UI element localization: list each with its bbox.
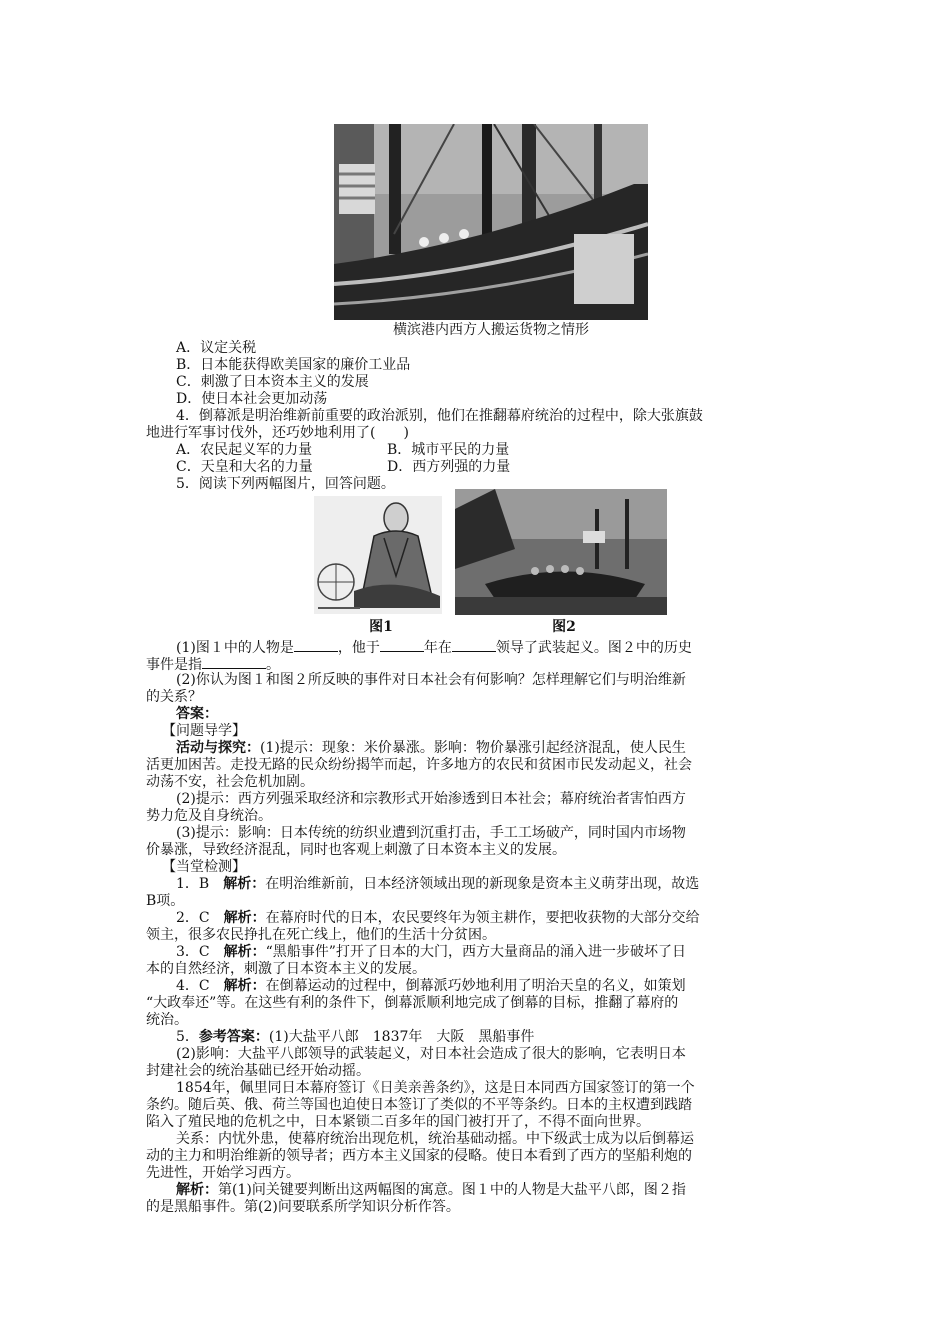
answer-heading: 答案： — [176, 706, 218, 722]
q3-option-d: D．使日本社会更加动荡 — [176, 391, 328, 407]
answer-5-part4-line1: 关系：内忧外患，使幕府统治出现危机，统治基础动摇。中下级武士成为以后倒幕运 — [176, 1131, 694, 1147]
activity-3-line2: 价暴涨，导致经济混乱，同时也客观上刺激了日本资本主义的发展。 — [146, 842, 566, 858]
answer-5-part2-line1: (2)影响：大盐平八郎领导的武装起义，对日本社会造成了很大的影响，它表明日本 — [176, 1046, 686, 1062]
answer-5-analysis-line1 — [176, 1182, 842, 1199]
activity-3-line1: (3)提示：影响：日本传统的纺织业遭到沉重打击，手工工场破产，同时国内市场物 — [176, 825, 686, 841]
q5-part2-line1: (2)你认为图１和图２所反映的事件对日本社会有何影响？怎样理解它们与明治维新 — [176, 672, 686, 688]
answer-3-num: 3．C — [176, 944, 210, 960]
answer-5-part3-line2: 条约。随后英、俄、荷兰等国也迫使日本签订了类似的不平等条约。日本的主权遭到践踏 — [146, 1097, 692, 1113]
q5-part1-text-f: 。 — [266, 657, 280, 673]
answer-5-text: (1)大盐平八郎 1837年 大阪 黑船事件 — [268, 1029, 535, 1045]
answer-5-analysis-text: 第(1)问关键要判断出这两幅图的寓意。图１中的人物是大盐平八郎，图２指 — [218, 1182, 686, 1198]
answer-5-analysis-line2: 的是黑船事件。第(2)问要联系所学知识分析作答。 — [146, 1199, 460, 1215]
q3-option-a: A．议定关税 — [176, 340, 257, 356]
answer-4-num: 4．C — [176, 978, 210, 994]
answer-2-jiexi: 解析： — [223, 910, 266, 926]
answer-3-line1 — [176, 944, 842, 961]
activity-2-line2: 势力危及自身统治。 — [146, 808, 272, 824]
figure2-label: 图2 — [552, 619, 576, 635]
answer-4-line1 — [176, 978, 842, 995]
answer-5-label: 参考答案： — [198, 1029, 269, 1045]
answer-5-num: 5． — [176, 1029, 199, 1045]
q5-part2-line2: 的关系？ — [146, 689, 202, 705]
answer-5-line1 — [176, 1029, 842, 1046]
q5-part1-text-d: 领导了武装起义。图２中的历史 — [495, 640, 692, 656]
figure1-image — [314, 496, 442, 614]
activity-label: 活动与探究： — [176, 740, 260, 756]
answer-3-text: “黑船事件”打开了日本的大门，西方大量商品的涌入进一步破坏了日 — [265, 944, 686, 960]
answer-1-jiexi: 解析： — [223, 876, 266, 892]
answer-1-text: 在明治维新前，日本经济领域出现的新现象是资本主义萌芽出现，故选 — [265, 876, 700, 892]
q4-option-c: C．天皇和大名的力量 — [176, 459, 313, 475]
section-wenti-daoxue: 【问题导学】 — [162, 723, 246, 739]
q3-option-b: B．日本能获得欧美国家的廉价工业品 — [176, 357, 411, 373]
answer-1-line1 — [176, 876, 842, 893]
answer-blank-year[interactable] — [380, 638, 424, 652]
activity-1-text: (1)提示：现象：米价暴涨。影响：物价暴涨引起经济混乱，使人民生 — [260, 740, 686, 756]
answer-1-line2: B项。 — [146, 893, 185, 909]
answer-blank-place[interactable] — [452, 638, 496, 652]
figure1-label: 图1 — [369, 619, 393, 635]
q5-part1-text-e: 事件是指 — [146, 657, 202, 673]
q4-stem-line2: 地进行军事讨伐外，还巧妙地利用了( ) — [146, 425, 409, 441]
answer-blank-event[interactable] — [202, 655, 266, 669]
activity-2-line1: (2)提示：西方列强采取经济和宗教形式开始渗透到日本社会；幕府统治者害怕西方 — [176, 791, 686, 807]
q5-part1-text-b: ，他于 — [337, 640, 380, 656]
answer-5-part4-line2: 动的主力和明治维新的领导者；西方本主义国家的侵略。使日本看到了西方的坚船利炮的 — [146, 1148, 692, 1164]
answer-5-part3-line1: 1854年，佩里同日本幕府签订《日美亲善条约》，这是日本同西方国家签订的第一个 — [176, 1080, 695, 1096]
answer-4-text: 在倒幕运动的过程中，倒幕派巧妙地利用了明治天皇的名义，如策划 — [265, 978, 686, 994]
section-dangtang-jiance: 【当堂检测】 — [162, 859, 246, 875]
answer-5-part4-line3: 先进性，开始学习西方。 — [146, 1165, 300, 1181]
ship-photo-image — [334, 124, 648, 320]
activity-1-line2: 活更加困苦。走投无路的民众纷纷揭竿而起，许多地方的农民和贫困市民发动起义，社会 — [146, 757, 692, 773]
q5-stem: 5．阅读下列两幅图片，回答问题。 — [176, 476, 395, 492]
activity-1-line1 — [176, 740, 842, 757]
figure2-image — [455, 489, 667, 615]
q4-option-d: D．西方列强的力量 — [387, 459, 511, 475]
answer-4-jiexi: 解析： — [223, 978, 266, 994]
figure2-black-ships — [455, 489, 667, 615]
ship-photo — [334, 124, 648, 320]
answer-5-part3-line3: 陷入了殖民地的危机之中，日本紧锁二百多年的国门被打开了，不得不面向世界。 — [146, 1114, 650, 1130]
q5-part1-text-a: (1)图１中的人物是 — [176, 640, 294, 656]
answer-1-num: 1．B — [176, 876, 210, 892]
answer-5-jiexi: 解析： — [176, 1182, 218, 1198]
q5-part1-text-c: 年在 — [423, 640, 452, 656]
answer-3-jiexi: 解析： — [223, 944, 266, 960]
answer-blank-person[interactable] — [294, 638, 338, 652]
q3-option-c: C．刺激了日本资本主义的发展 — [176, 374, 369, 390]
answer-4-line2: “大政奉还”等。在这些有利的条件下，倒幕派顺利地完成了倒幕的目标，推翻了幕府的 — [146, 995, 679, 1011]
answer-2-line2: 领主，很多农民挣扎在死亡线上，他们的生活十分贫困。 — [146, 927, 496, 943]
ship-photo-caption: 横滨港内西方人搬运货物之情形 — [393, 322, 589, 338]
answer-2-num: 2．C — [176, 910, 210, 926]
answer-2-text: 在幕府时代的日本，农民要终年为领主耕作，要把收获物的大部分交给 — [265, 910, 700, 926]
activity-1-line3: 动荡不安，社会危机加剧。 — [146, 774, 314, 790]
answer-2-line1 — [176, 910, 842, 927]
q4-option-a: A．农民起义军的力量 — [176, 442, 313, 458]
figure1-portrait — [314, 496, 442, 614]
answer-5-part2-line2: 封建社会的统治基础已经开始动摇。 — [146, 1063, 370, 1079]
q4-stem-line1: 4．倒幕派是明治维新前重要的政治派别，他们在推翻幕府统治的过程中，除大张旗鼓 — [176, 408, 703, 424]
answer-3-line2: 本的自然经济，刺激了日本资本主义的发展。 — [146, 961, 426, 977]
q4-option-b: B．城市平民的力量 — [387, 442, 510, 458]
answer-4-line3: 统治。 — [146, 1012, 188, 1028]
